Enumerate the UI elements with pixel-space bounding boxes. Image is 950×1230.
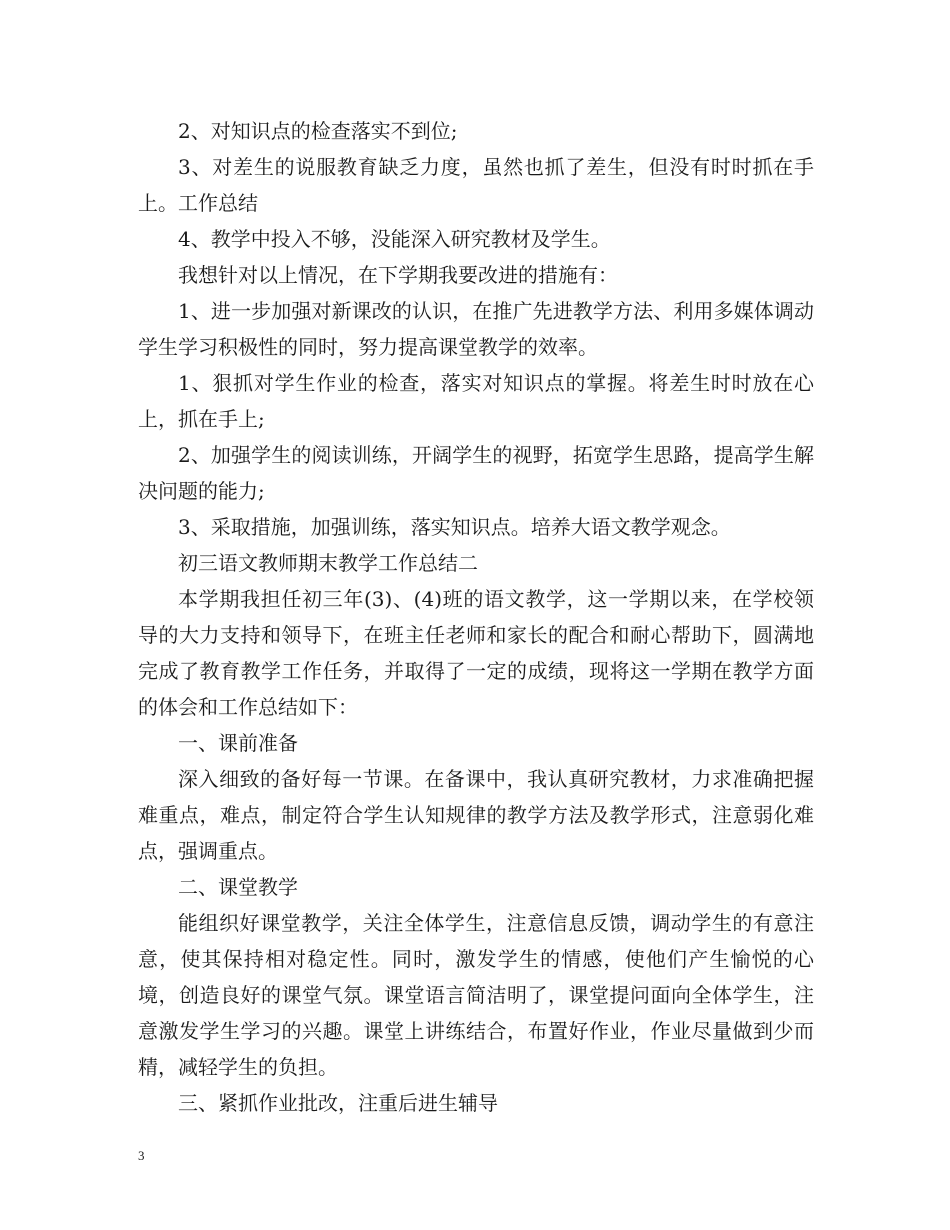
- section-heading: 一、课前准备: [178, 731, 298, 755]
- section-heading: 三、紧抓作业批改，注重后进生辅导: [178, 1091, 498, 1115]
- paragraph: 能组织好课堂教学，关注全体学生，注意信息反馈，调动学生的有意注意，使其保持相对稳定性。同时，激发学生的情感，使他们产生愉悦的心境，创造良好的课堂气氛。课堂语言简洁明了，课堂提问面向全体学生，注意激发学生学习的兴趣。课堂上讲练结合，布置好作业，作业尽量做到少而精，减轻学生的负担。: [138, 911, 814, 1079]
- document-body: [138, 113, 814, 1121]
- page-number: 3: [138, 1148, 145, 1163]
- paragraph: 1、狠抓对学生作业的检查，落实对知识点的掌握。将差生时时放在心上，抓在手上;: [138, 371, 814, 431]
- section-title: 初三语文教师期末教学工作总结二: [178, 551, 478, 575]
- section-heading: 二、课堂教学: [178, 875, 298, 899]
- paragraph: 3、对差生的说服教育缺乏力度，虽然也抓了差生，但没有时时抓在手上。工作总结: [138, 155, 814, 215]
- paragraph: 我想针对以上情况，在下学期我要改进的措施有：: [178, 263, 618, 287]
- paragraph: 2、加强学生的阅读训练，开阔学生的视野，拓宽学生思路，提高学生解决问题的能力;: [138, 443, 814, 503]
- paragraph: 3、采取措施，加强训练，落实知识点。培养大语文教学观念。: [178, 515, 731, 539]
- paragraph: 4、教学中投入不够，没能深入研究教材及学生。: [178, 227, 611, 251]
- paragraph: 1、进一步加强对新课改的认识，在推广先进教学方法、利用多媒体调动学生学习积极性的同时，努力提高课堂教学的效率。: [138, 299, 814, 359]
- paragraph: 本学期我担任初三年(3)、(4)班的语文教学，这一学期以来，在学校领导的大力支持和领导下，在班主任老师和家长的配合和耐心帮助下，圆满地完成了教育教学工作任务，并取得了一定的成绩，现将这一学期在教学方面的体会和工作总结如下：: [138, 587, 814, 719]
- paragraph: 2、对知识点的检查落实不到位;: [178, 119, 458, 143]
- paragraph: 深入细致的备好每一节课。在备课中，我认真研究教材，力求准确把握难重点，难点，制定符合学生认知规律的教学方法及教学形式，注意弱化难点，强调重点。: [138, 767, 814, 863]
